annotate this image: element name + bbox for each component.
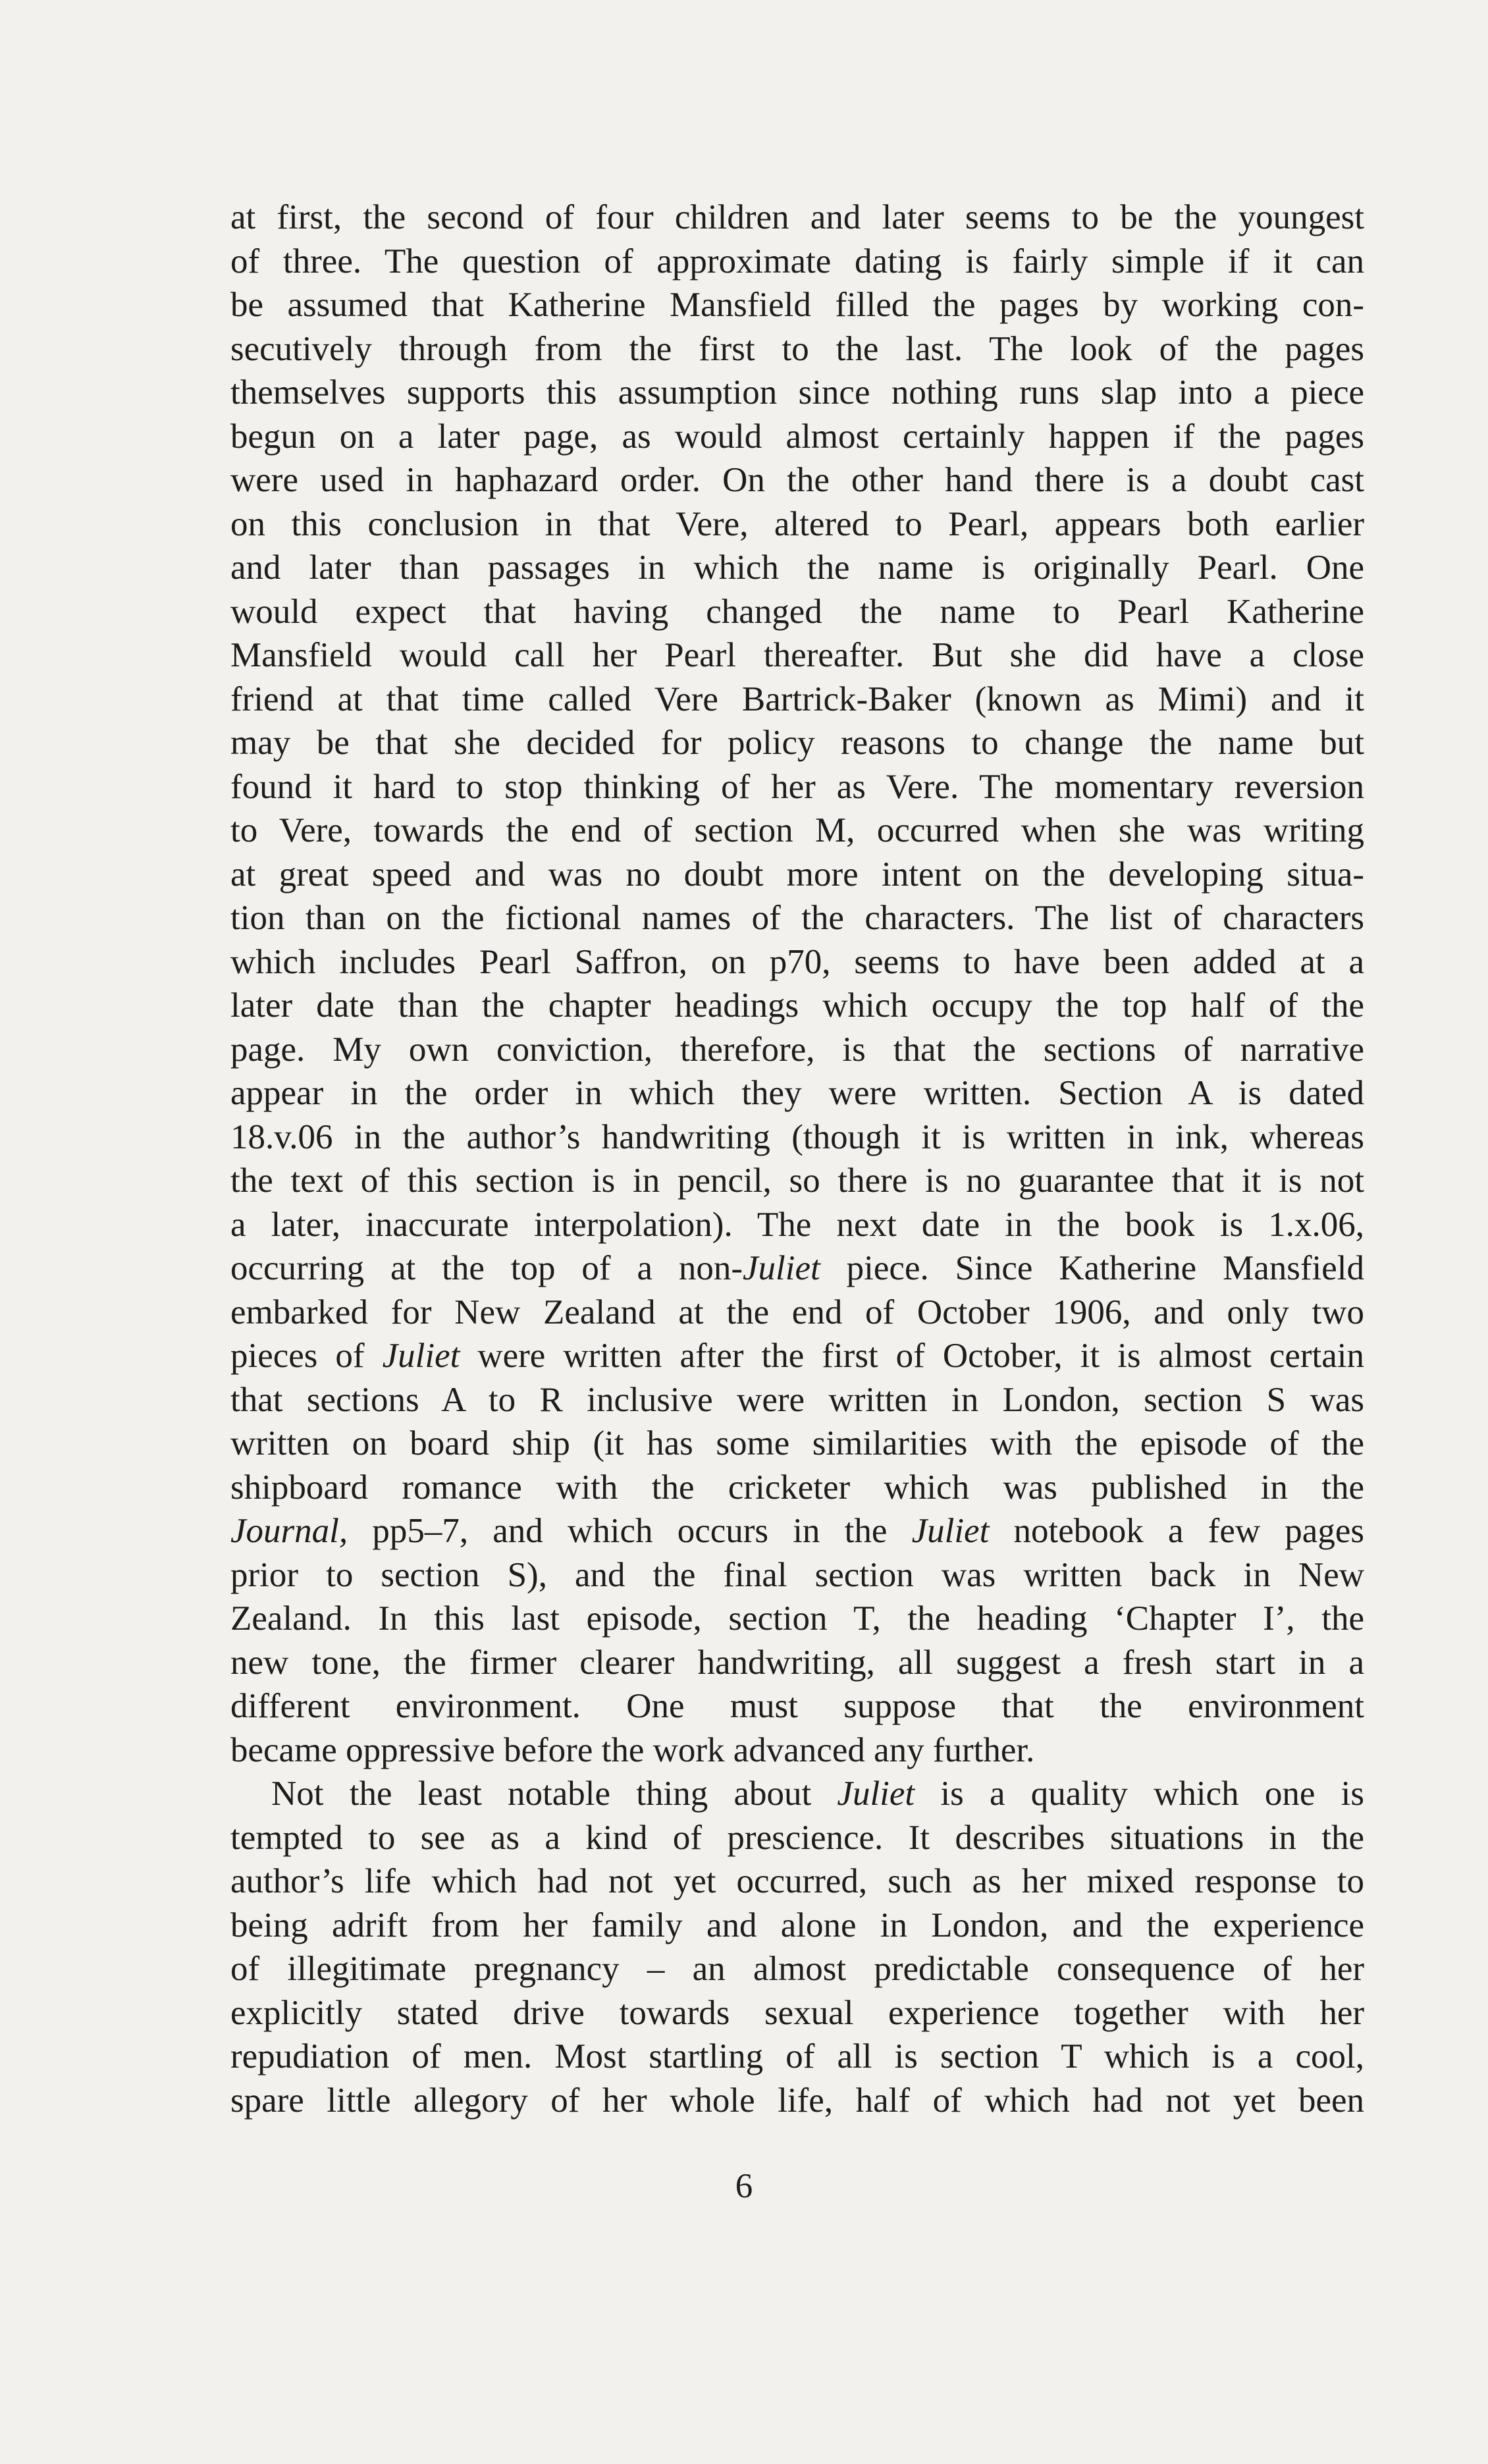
text-line: author’s life which had not yet occurred, such as her mixed response to	[230, 1862, 1364, 1900]
text-line: prior to section S), and the final section was written back in New	[230, 1555, 1364, 1594]
text-line: being adrift from her family and alone in London, and the experience	[230, 1906, 1364, 1944]
text-line: at great speed and was no doubt more intent on the developing situa-	[230, 855, 1364, 894]
text-line: that sections A to R inclusive were written in London, section S was	[230, 1380, 1364, 1419]
text-line: occurring at the top of a non-Juliet piece. Since Katherine Mansfield	[230, 1249, 1365, 1287]
text-line: the text of this section is in pencil, so there is no guarantee that it is not	[230, 1162, 1364, 1200]
text-line: shipboard romance with the cricketer which was published in the	[230, 1468, 1364, 1507]
text-line: 18.v.06 in the author’s handwriting (though it is written in ink, whereas	[230, 1117, 1364, 1156]
text-line: and later than passages in which the name is originally Pearl. One	[230, 549, 1364, 587]
text-line: repudiation of men. Most startling of all is section T which is a cool,	[230, 2037, 1364, 2076]
text-line: became oppressive before the work advanced any further.	[230, 1730, 1035, 1769]
text-line: friend at that time called Vere Bartrick-Baker (known as Mimi) and it	[230, 680, 1364, 718]
text-line: Zealand. In this last episode, section T, the heading ‘Chapter I’, the	[230, 1599, 1364, 1638]
text-line: may be that she decided for policy reasons to change the name but	[230, 724, 1364, 762]
text-line: would expect that having changed the name to Pearl Katherine	[230, 592, 1364, 631]
body-text	[230, 196, 1364, 2122]
text-line: at first, the second of four children and later seems to be the youngest	[230, 198, 1364, 236]
text-line: to Vere, towards the end of section M, occurred when she was writing	[230, 811, 1364, 849]
text-line: of three. The question of approximate dating is fairly simple if it can	[230, 242, 1364, 281]
paragraph-1	[230, 196, 1364, 1772]
text-line: Not the least notable thing about Juliet is a quality which one is	[271, 1775, 1364, 1813]
text-line: later date than the chapter headings which occupy the top half of the	[230, 986, 1364, 1025]
text-line: Mansfield would call her Pearl thereafter. But she did have a close	[230, 636, 1364, 674]
text-line: which includes Pearl Saffron, on p70, seems to have been added at a	[230, 942, 1364, 981]
text-line: on this conclusion in that Vere, altered to Pearl, appears both earlier	[230, 504, 1364, 543]
paragraph-2	[230, 1772, 1364, 2122]
text-line: written on board ship (it has some similarities with the episode of the	[230, 1424, 1364, 1462]
text-line: begun on a later page, as would almost certainly happen if the pages	[230, 417, 1364, 456]
text-line: Journal, pp5–7, and which occurs in the Juliet notebook a few pages	[230, 1512, 1364, 1550]
text-line: tion than on the fictional names of the characters. The list of characters	[230, 899, 1364, 937]
text-line: explicitly stated drive towards sexual experience together with her	[230, 1993, 1364, 2032]
text-line: different environment. One must suppose that the environment	[230, 1687, 1364, 1725]
text-line: a later, inaccurate interpolation). The next date in the book is 1.x.06,	[230, 1205, 1364, 1244]
text-line: embarked for New Zealand at the end of October 1906, and only two	[230, 1293, 1364, 1331]
text-line: themselves supports this assumption since nothing runs slap into a piece	[230, 373, 1364, 412]
text-line: found it hard to stop thinking of her as Vere. The momentary reversion	[230, 767, 1364, 806]
text-line: tempted to see as a kind of prescience. It describes situations in the	[230, 1818, 1364, 1857]
text-line: be assumed that Katherine Mansfield filled the pages by working con-	[230, 286, 1364, 324]
text-line: spare little allegory of her whole life, half of which had not yet been	[230, 2081, 1364, 2120]
page-number: 6	[735, 2167, 753, 2205]
text-line: new tone, the firmer clearer handwriting, all suggest a fresh start in a	[230, 1643, 1364, 1682]
text-line: secutively through from the first to the last. The look of the pages	[230, 329, 1364, 368]
text-line: were used in haphazard order. On the other hand there is a doubt cast	[230, 461, 1364, 499]
text-line: of illegitimate pregnancy – an almost predictable consequence of her	[230, 1950, 1364, 1988]
text-line: page. My own conviction, therefore, is that the sections of narrative	[230, 1030, 1364, 1069]
text-line: pieces of Juliet were written after the first of October, it is almost certain	[230, 1337, 1364, 1375]
text-line: appear in the order in which they were written. Section A is dated	[230, 1074, 1364, 1112]
